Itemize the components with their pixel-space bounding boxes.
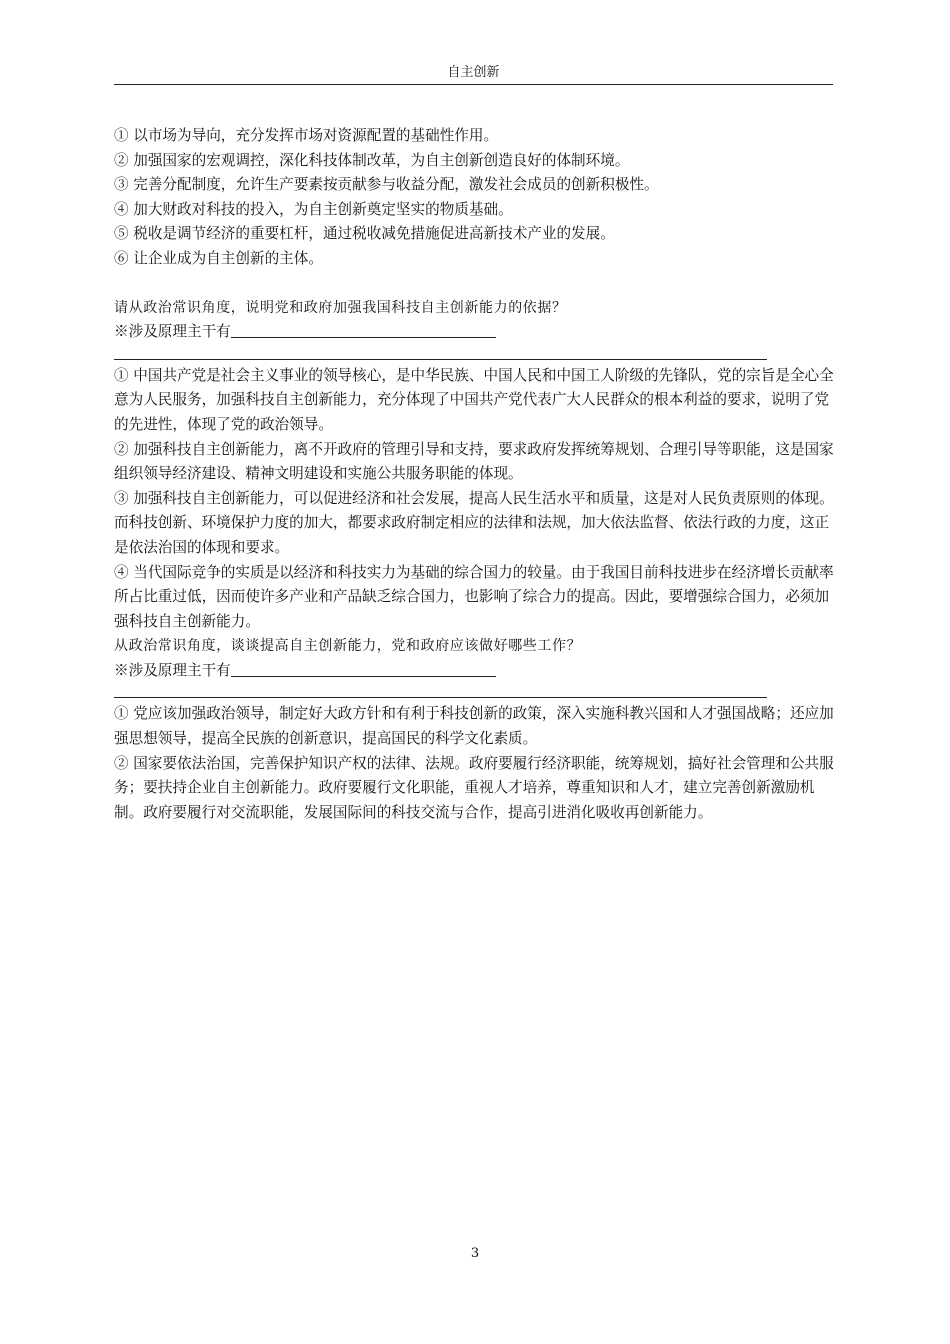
answer-paragraph: ② 加强科技自主创新能力，离不开政府的管理引导和支持，要求政府发挥统筹规划、合理引导等职能，这是国家组织领导经济建设、精神文明建设和实施公共服务职能的体现。 [114,440,834,483]
list-item: ① 以市场为导向，充分发挥市场对资源配置的基础性作用。 [114,127,499,144]
question-2: 从政治常识角度，谈谈提高自主创新能力，党和政府应该做好哪些工作？ [114,638,582,655]
list-item: ③ 完善分配制度，允许生产要素按贡献参与收益分配，激发社会成员的创新积极性。 [114,176,659,194]
list-item: ② 加强国家的宏观调控，深化科技体制改革，为自主创新创造良好的体制环境。 [114,151,630,169]
page-number: 3 [470,1246,480,1261]
page-footer [0,1246,950,1261]
principle-label: ※涉及原理主干有 [114,323,231,341]
divider-line [114,345,767,360]
principle-line-2 [114,659,836,684]
list-item: ⑤ 税收是调节经济的重要杠杆，通过税收减免措施促进高新技术产业的发展。 [114,225,615,243]
list-item: ⑥ 让企业成为自主创新的主体。 [114,249,323,267]
answer-blank [231,660,496,677]
header-title: 自主创新 [447,65,500,80]
answer-blank [231,321,496,338]
principle-line-1 [114,320,836,345]
principle-label: ※涉及原理主干有 [114,661,231,679]
page-header [114,62,833,85]
document-body [114,124,836,825]
answer-paragraph: ③ 加强科技自主创新能力，可以促进经济和社会发展，提高人民生活水平和质量，这是对人民负责原则的体现。而科技创新、环境保护力度的加大，都要求政府制定相应的法律和法规，加大依法监督、依法行政的力度，这正是依法治国的体现和要求。 [114,489,834,556]
question-1: 请从政治常识角度，说明党和政府加强我国科技自主创新能力的依据？ [114,299,567,316]
list-item: ④ 加大财政对科技的投入，为自主创新奠定坚实的物质基础。 [114,200,513,218]
spacer [114,272,836,296]
answer-paragraph: ① 党应该加强政治领导，制定好大政方针和有利于科技创新的政策，深入实施科教兴国和人才强国战略；还应加强思想领导，提高全民族的创新意识，提高国民的科学文化素质。 [114,705,834,748]
answer-paragraph: ② 国家要依法治国，完善保护知识产权的法律、法规。政府要履行经济职能，统筹规划，搞好社会管理和公共服务；要扶持企业自主创新能力。政府要履行文化职能，重视人才培养，尊重知识和人才，建立完善创新激励机制。政府要履行对交流职能，发展国际间的科技交流与合作，提高引进消化吸收再创新能力。 [114,754,834,821]
answer-paragraph: ① 中国共产党是社会主义事业的领导核心，是中华民族、中国人民和中国工人阶级的先锋队，党的宗旨是全心全意为人民服务，加强科技自主创新能力，充分体现了中国共产党代表广大人民群众的根本利益的要求，说明了党的先进性，体现了党的政治领导。 [114,366,834,433]
divider-line [114,683,767,698]
answer-paragraph: ④ 当代国际竞争的实质是以经济和科技实力为基础的综合国力的较量。由于我国目前科技进步在经济增长贡献率所占比重过低，因而使许多产业和产品缺乏综合国力，也影响了综合力的提高。因此，要增强综合国力，必须加强科技自主创新能力。 [114,563,834,630]
